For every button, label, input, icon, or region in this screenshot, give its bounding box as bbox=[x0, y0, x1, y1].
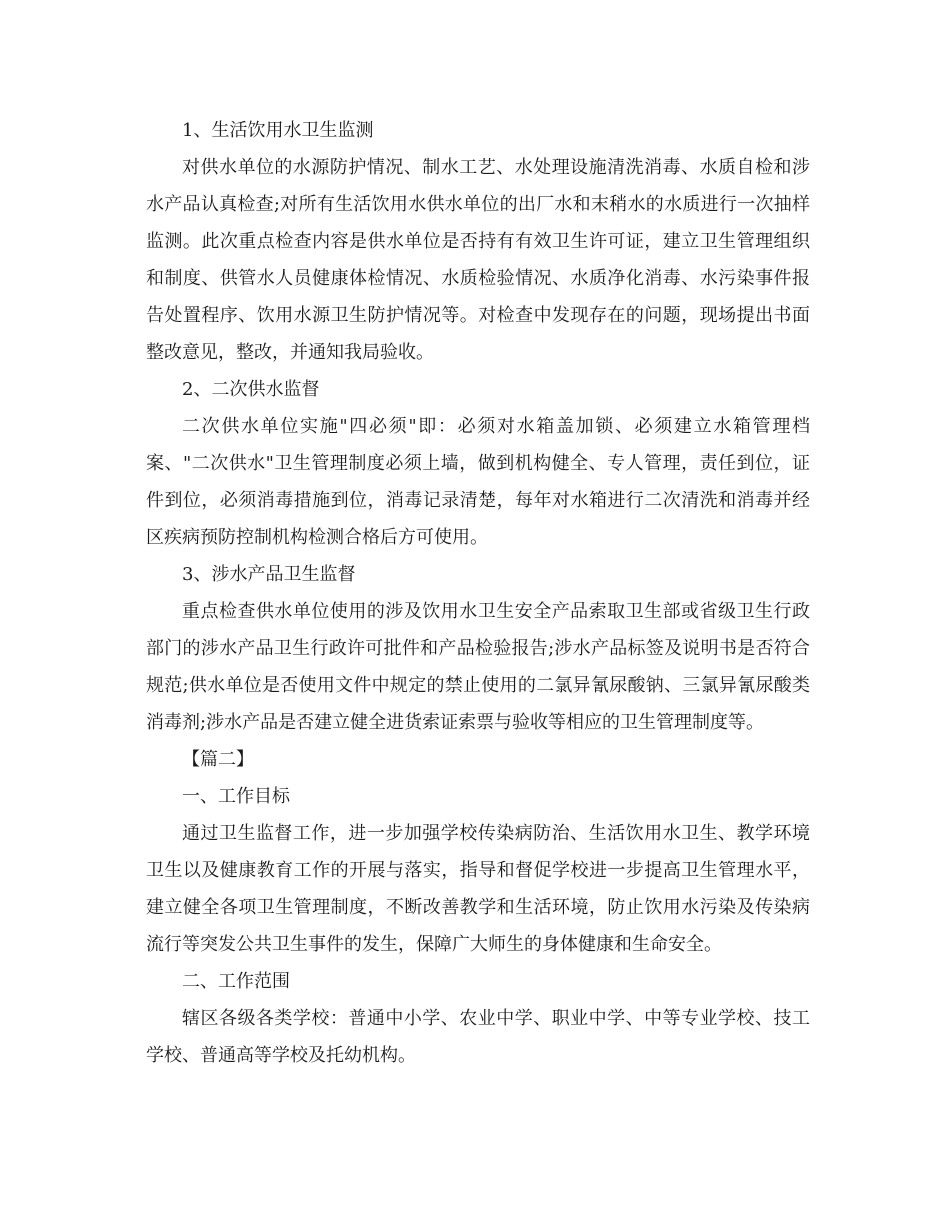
paragraph-work-goals: 通过卫生监督工作，进一步加强学校传染病防治、生活饮用水卫生、教学环境卫生以及健康教育工作的开展与落实，指导和督促学校进一步提高卫生管理水平，建立健全各项卫生管理制度，不断改善教学和生活环境，防止饮用水污染及传染病流行等突发公共卫生事件的发生，保障广大师生的身体健康和生命安全。 bbox=[146, 823, 810, 955]
section-heading-secondary-supply: 2、二次供水监督 bbox=[182, 379, 320, 400]
paragraph-secondary-supply: 二次供水单位实施"四必须"即：必须对水箱盖加锁、必须建立水箱管理档案、"二次供水"卫生管理制度必须上墙，做到机构健全、专人管理，责任到位，证件到位，必须消毒措施到位，消毒记录清楚，每年对水箱进行二次清洗和消毒并经区疾病预防控制机构检测合格后方可使用。 bbox=[146, 416, 810, 548]
section-heading-work-goals: 一、工作目标 bbox=[182, 786, 290, 807]
paragraph-work-scope: 辖区各级各类学校：普通中小学、农业中学、职业中学、中等专业学校、技工学校、普通高等学校及托幼机构。 bbox=[146, 1008, 810, 1066]
paragraph-water-products: 重点检查供水单位使用的涉及饮用水卫生安全产品索取卫生部或省级卫生行政部门的涉水产品卫生行政许可批件和产品检验报告;涉水产品标签及说明书是否符合规范;供水单位是否使用文件中规定的禁止使用的二氯异氰尿酸钠、三氯异氰尿酸类消毒剂;涉水产品是否建立健全进货索证索票与验收等相应的卫生管理制度等。 bbox=[146, 601, 810, 733]
section-heading-work-scope: 二、工作范围 bbox=[182, 971, 290, 992]
document-body bbox=[146, 112, 810, 1074]
section-heading-part-two: 【篇二】 bbox=[182, 749, 254, 770]
paragraph-drinking-water: 对供水单位的水源防护情况、制水工艺、水处理设施清洗消毒、水质自检和涉水产品认真检查;对所有生活饮用水供水单位的出厂水和末稍水的水质进行一次抽样监测。此次重点检查内容是供水单位是否持有有效卫生许可证，建立卫生管理组织和制度、供管水人员健康体检情况、水质检验情况、水质净化消毒、水污染事件报告处置程序、饮用水源卫生防护情况等。对检查中发现存在的问题，现场提出书面整改意见，整改，并通知我局验收。 bbox=[146, 157, 810, 363]
section-heading-water-products: 3、涉水产品卫生监督 bbox=[182, 564, 356, 585]
section-heading-drinking-water: 1、生活饮用水卫生监测 bbox=[182, 120, 374, 141]
